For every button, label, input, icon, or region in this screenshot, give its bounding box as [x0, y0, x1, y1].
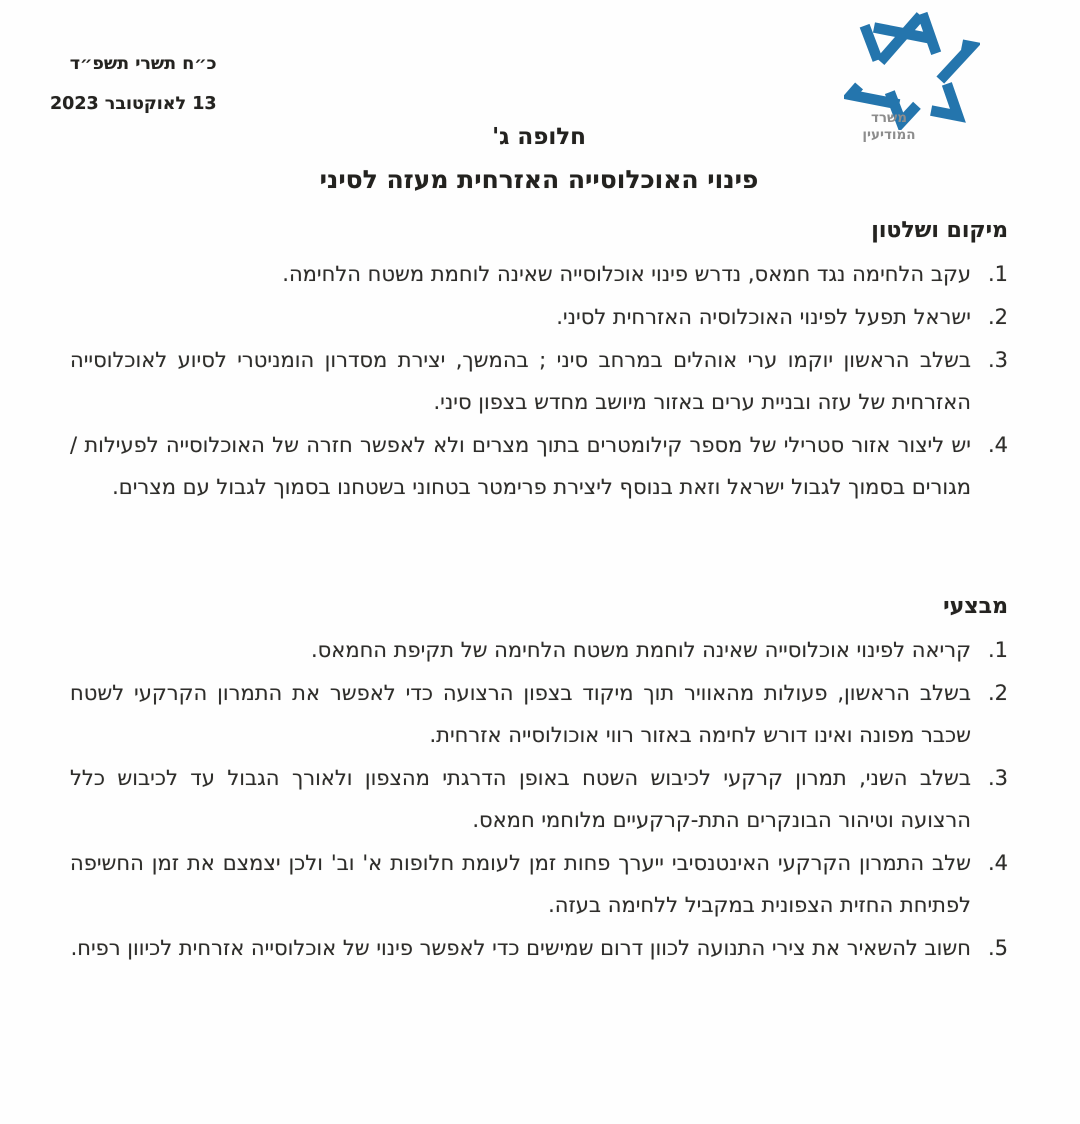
item-text: בשלב הראשון יוקמו ערי אוהלים במרחב סיני ; בהמשך, יצירת מסדרון הומניטרי לסיוע לאוכלוסייה האזרחית של עזה ובניית ערים באזור מיושב מחדש בצפון סיני.	[70, 348, 971, 414]
item-number: 3.	[987, 766, 1008, 790]
item-text: בשלב הראשון, פעולות מהאוויר תוך מיקוד בצפון הרצועה כדי לאפשר את התמרון הקרקעי לשטח שכבר מפונה ואינו דורש לחימה באזור רווי אוכולוסייה אזרחית.	[70, 681, 971, 747]
document-title: חלופה ג'	[492, 124, 586, 150]
item-number: 5.	[987, 936, 1008, 960]
item-text: חשוב להשאיר את צירי התנועה לכוון דרום שמישים כדי לאפשר פינוי של אוכלוסייה אזרחית לכיוון רפיח.	[70, 936, 971, 960]
list-item	[70, 339, 1008, 423]
item-number: 1.	[987, 638, 1008, 662]
item-text: בשלב השני, תמרון קרקעי לכיבוש השטח באופן הדרגתי מהצפון ולאורך הגבול עד לכיבוש כלל הרצועה וטיהור הבונקרים התת-קרקעיים מלוחמי חמאס.	[70, 766, 971, 832]
list-item	[70, 253, 1008, 295]
item-text: ישראל תפעל לפינוי האוכלוסיה האזרחית לסיני.	[556, 305, 971, 329]
item-number: 3.	[987, 348, 1008, 372]
section-heading-operational: מבצעי	[943, 594, 1008, 619]
item-text: שלב התמרון הקרקעי האינטנסיבי ייערך פחות זמן לעומת חלופות א' וב' ולכן יצמצם את זמן החשיפה לפתיחת החזית הצפונית במקביל ללחימה בעזה.	[70, 851, 971, 917]
list-item	[70, 842, 1008, 926]
list-item	[70, 927, 1008, 969]
list-item	[70, 757, 1008, 841]
gregorian-date: 13 לאוקטובר 2023	[50, 94, 217, 114]
section-heading-location-governance: מיקום ושלטון	[871, 218, 1008, 243]
item-number: 1.	[987, 262, 1008, 286]
list-item	[70, 424, 1008, 508]
list-item	[70, 629, 1008, 671]
item-number: 4.	[987, 433, 1008, 457]
section-1-items	[70, 253, 1008, 508]
ministry-name-line2: המודיעין	[862, 127, 916, 143]
ministry-name-line1: משרד	[870, 110, 908, 126]
item-text: יש ליצור אזור סטרילי של מספר קילומטרים בתוך מצרים ולא לאפשר חזרה של האוכלוסייה לפעילות / מגורים בסמוך לגבול ישראל וזאת בנוסף ליצירת פרימטר בטחוני בשטחנו בסמוך לגבול עם מצרים.	[70, 433, 971, 499]
item-number: 2.	[987, 305, 1008, 329]
document-subtitle: פינוי האוכלוסייה האזרחית מעזה לסיני	[319, 165, 759, 194]
item-number: 2.	[987, 681, 1008, 705]
hebrew-date: כ״ח תשרי תשפ״ד	[69, 54, 217, 74]
item-text: עקב הלחימה נגד חמאס, נדרש פינוי אוכלוסייה שאינה לוחמת משטח הלחימה.	[282, 262, 971, 286]
item-number: 4.	[987, 851, 1008, 875]
list-item	[70, 296, 1008, 338]
item-text: קריאה לפינוי אוכלוסייה שאינה לוחמת משטח הלחימה של תקיפת החמאס.	[310, 638, 971, 662]
list-item	[70, 672, 1008, 756]
section-2-items	[70, 629, 1008, 969]
